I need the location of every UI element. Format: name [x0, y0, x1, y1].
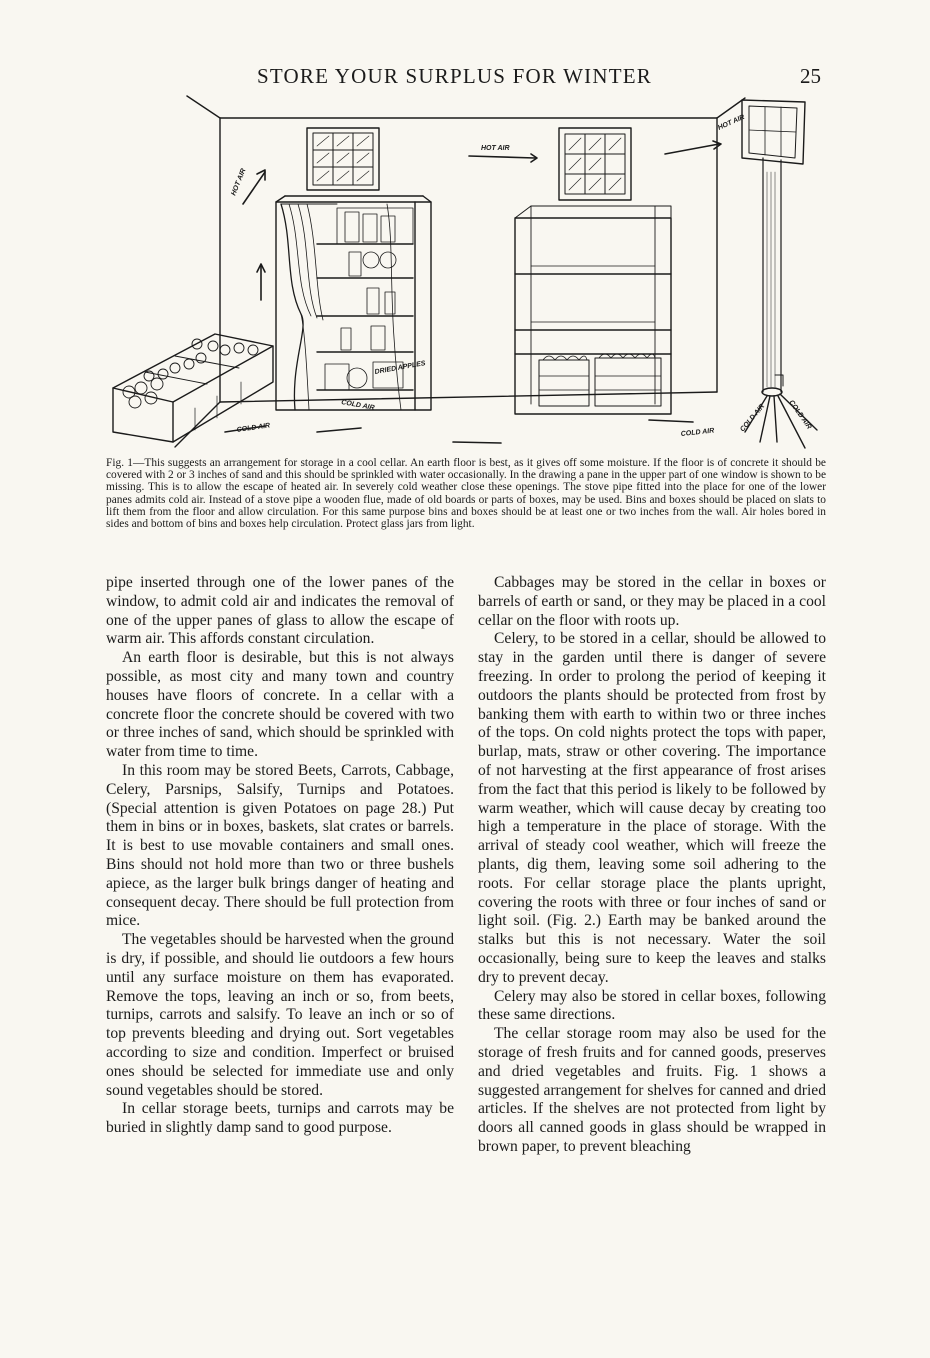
canned-goods-cupboard [276, 196, 431, 410]
left-paragraph-2: An earth floor is desirable, but this is not always possible, as most city and many town and country houses have floors of concrete. In a cellar with a concrete floor the concrete should be covered with two or three inches of sand, which should be sprinkled with water from time to time. [106, 649, 454, 761]
cold-air-label-3: COLD AIR [680, 427, 715, 438]
cold-air-label-1: COLD AIR [340, 399, 375, 412]
right-paragraph-1: Cabbages may be stored in the cellar in boxes or barrels of earth or sand, or they may be placed in a cool cellar on the floor with roots up. [478, 574, 826, 629]
open-shelves-with-crates [515, 206, 671, 414]
hot-air-label-left: HOT AIR [230, 167, 248, 197]
hot-air-label-top: HOT AIR [481, 145, 510, 152]
right-column [478, 574, 826, 1157]
hot-air-label-right: HOT AIR [716, 113, 746, 132]
right-paragraph-2: Celery, to be stored in a cellar, should be allowed to stay in the garden until there is danger of severe freezing. In order to prolong the period of keeping it outdoors the plants should be protected from frost by banking them with earth to within two or three inches of the tops. On cold nights protect the tops with paper, burlap, mats, straw or other covering. The importance of not harvesting at the first appearance of frost arises from the fact that this period is likely to be followed by warm weather, which will cause decay by creating too high a temperature in the place of storage. With the arrival of steady cool weather, which will freeze the plants, dig them, leaving some soil adhering to the roots. For cellar storage place the plants upright, covering the roots with three or four inches of sand or light soil. (Fig. 2.) Earth may be banked around the stalks but this is not necessary. Water the soil occasionally, being sure to keep the leaves and stalks dry to prevent decay. [478, 630, 826, 986]
dried-apples-label: DRIED APPLES [374, 360, 427, 376]
right-paragraph-3: Celery may also be stored in cellar boxes, following these same directions. [478, 987, 826, 1024]
left-paragraph-4: The vegetables should be harvested when the ground is dry, if possible, and should lie outdoors a few hours until any surface moisture on them has evaporated. Remove the tops, leaving an inch or so, from beets, turnips, carrots and salsify. To leave an inch or so of top prevents bleeding and drying out. Sort vegetables according to size and condition. Imperfect or bruised ones should be selected for immediate use and only sound vegetables should be stored. [106, 931, 454, 1099]
left-window [307, 128, 379, 190]
cold-air-label-5: COLD AIR [787, 399, 813, 431]
middle-window [559, 128, 631, 200]
figure-caption: Fig. 1—This suggests an arrangement for storage in a cool cellar. An earth floor is best, as it gives off some moisture. If the floor is of concrete it should be covered with 2 or 3 inches of sand and this should be sprinkled with water occasionally. In the drawing a pane in the upper part of one window is shown to be missing. This is to allow the escape of heated air. In severely cold weather close these openings. The stove pipe fitted into the place for one of the lower panes admits cold air. Instead of a stove pipe a wooden flue, made of old boards or parts of boxes, may be used. Bins and boxes should be placed on slats to lift them from the floor and allow circulation. For this same purpose bins and boxes should be at least one or two inches from the wall. Air holes bored in sides and bottom of bins and boxes help circulation. Protect glass jars from light. [106, 457, 826, 531]
running-header [0, 64, 930, 92]
cold-air-label-4: COLD AIR [739, 403, 767, 434]
left-paragraph-1: pipe inserted through one of the lower panes of the window, to admit cold air and indicates the removal of one of the upper panes of glass to allow the escape of warm air. This affords constant circulation. [106, 574, 454, 648]
cellar-storage-illustration [105, 92, 827, 454]
air-flow-arrows [225, 141, 721, 443]
cold-air-label-2: COLD AIR [236, 422, 271, 434]
left-paragraph-3: In this room may be stored Beets, Carrots, Cabbage, Celery, Parsnips, Salsify, Turnips and Potatoes. (Special attention is given Potatoes on page 28.) Put them in bins or in boxes, baskets, slat crates or barrels. It is best to use movable containers and small ones. Bins should not hold more than two or three bushels apiece, as the larger bulk brings danger of heating and consequent decay. There should be full protection from mice. [106, 761, 454, 930]
left-column [106, 574, 454, 1138]
page-header-title: STORE YOUR SURPLUS FOR WINTER [257, 64, 652, 88]
page-number: 25 [800, 64, 821, 88]
side-window-with-stove-pipe [742, 100, 817, 448]
left-paragraph-5: In cellar storage beets, turnips and carrots may be buried in slightly damp sand to good purpose. [106, 1100, 454, 1137]
right-paragraph-4: The cellar storage room may also be used for the storage of fresh fruits and for canned goods, preserves and dried vegetables and fruits. Fig. 1 shows a suggested arrangement for shelves for canned and dried articles. If the shelves are not protected from light by doors all canned goods in glass should be wrapped in brown paper, to prevent bleaching [478, 1025, 826, 1155]
